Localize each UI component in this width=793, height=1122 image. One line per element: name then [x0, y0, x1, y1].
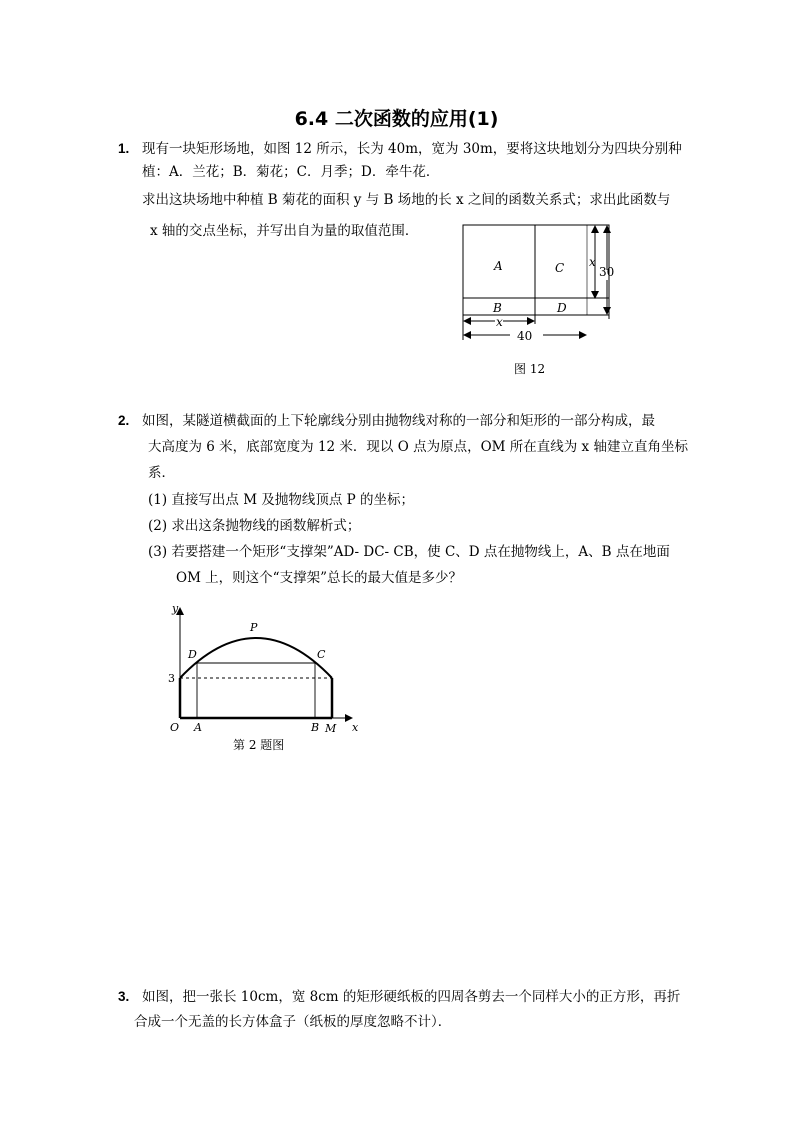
- question-3-line-2: 合成一个无盖的长方体盒子（纸板的厚度忽略不计）．: [134, 1014, 452, 1030]
- y-axis-label: y: [172, 602, 179, 615]
- question-2-line-1: 如图，某隧道横截面的上下轮廓线分别由抛物线对称的一部分和矩形的一部分构成，最: [142, 413, 655, 429]
- point-a-label: A: [194, 721, 202, 734]
- vertical-x-label: x: [589, 255, 596, 269]
- parabola-arch: [180, 638, 332, 678]
- region-c-label: C: [555, 261, 565, 275]
- figure-12-caption: 图 12: [514, 362, 546, 376]
- point-b-label: B: [311, 721, 320, 734]
- question-1-line-4: x 轴的交点坐标，并写出自为量的取值范围．: [150, 223, 419, 239]
- question-2-sub-3a: (3) 若要搭建一个矩形“支撑架”AD- DC- CB，使 C、D 点在抛物线上，A、B 点在地面: [148, 544, 670, 560]
- question-2-sub-3b: OM 上，则这个“支撑架”总长的最大值是多少？: [176, 570, 462, 586]
- question-2-line-3: 系．: [148, 465, 175, 481]
- region-d-label: D: [557, 301, 567, 315]
- point-c-label: C: [317, 648, 326, 661]
- point-m-label: M: [325, 722, 337, 735]
- question-1-line-3: 求出这块场地中种植 B 菊花的面积 y 与 B 场地的长 x 之间的函数关系式；求出此函数与: [142, 192, 671, 208]
- question-1-number: 1.: [118, 141, 130, 156]
- question-3-number: 3.: [118, 989, 130, 1004]
- width-40-label: 40: [517, 329, 533, 343]
- origin-o-label: O: [170, 721, 180, 734]
- question-2-number: 2.: [118, 413, 130, 428]
- question-2-line-2: 大高度为 6 米，底部宽度为 12 米．现以 O 点为原点，OM 所在直线为 x 轴建立直角坐标: [148, 439, 688, 455]
- question-3-line-1: 如图，把一张长 10cm，宽 8cm 的矩形硬纸板的四周各剪去一个同样大小的正方形，再折: [142, 989, 681, 1005]
- question-1-line-2: 植：A．兰花；B．菊花；C．月季；D．牵牛花．: [142, 164, 440, 180]
- question-1-line-1: 现有一块矩形场地，如图 12 所示，长为 40m，宽为 30m，要将这块地划分为四块分别种: [142, 141, 682, 157]
- tunnel-cross-section-diagram: [160, 598, 370, 740]
- x-axis-label: x: [352, 721, 359, 734]
- question-2-sub-1: (1) 直接写出点 M 及抛物线顶点 P 的坐标；: [148, 492, 414, 508]
- page-title: 6.4 二次函数的应用(1): [294, 108, 499, 130]
- question-2-sub-2: (2) 求出这条抛物线的函数解析式；: [148, 518, 361, 534]
- figure-2-caption: 第 2 题图: [233, 738, 285, 752]
- height-30-label: 30: [599, 265, 615, 279]
- point-d-label: D: [188, 648, 197, 661]
- vertex-p-label: P: [250, 621, 258, 634]
- figure-12-field-diagram: [455, 218, 625, 348]
- horizontal-x-label: x: [496, 315, 503, 329]
- region-b-label: B: [493, 301, 502, 315]
- height-3-label: 3: [168, 672, 175, 685]
- region-a-label: A: [494, 259, 503, 273]
